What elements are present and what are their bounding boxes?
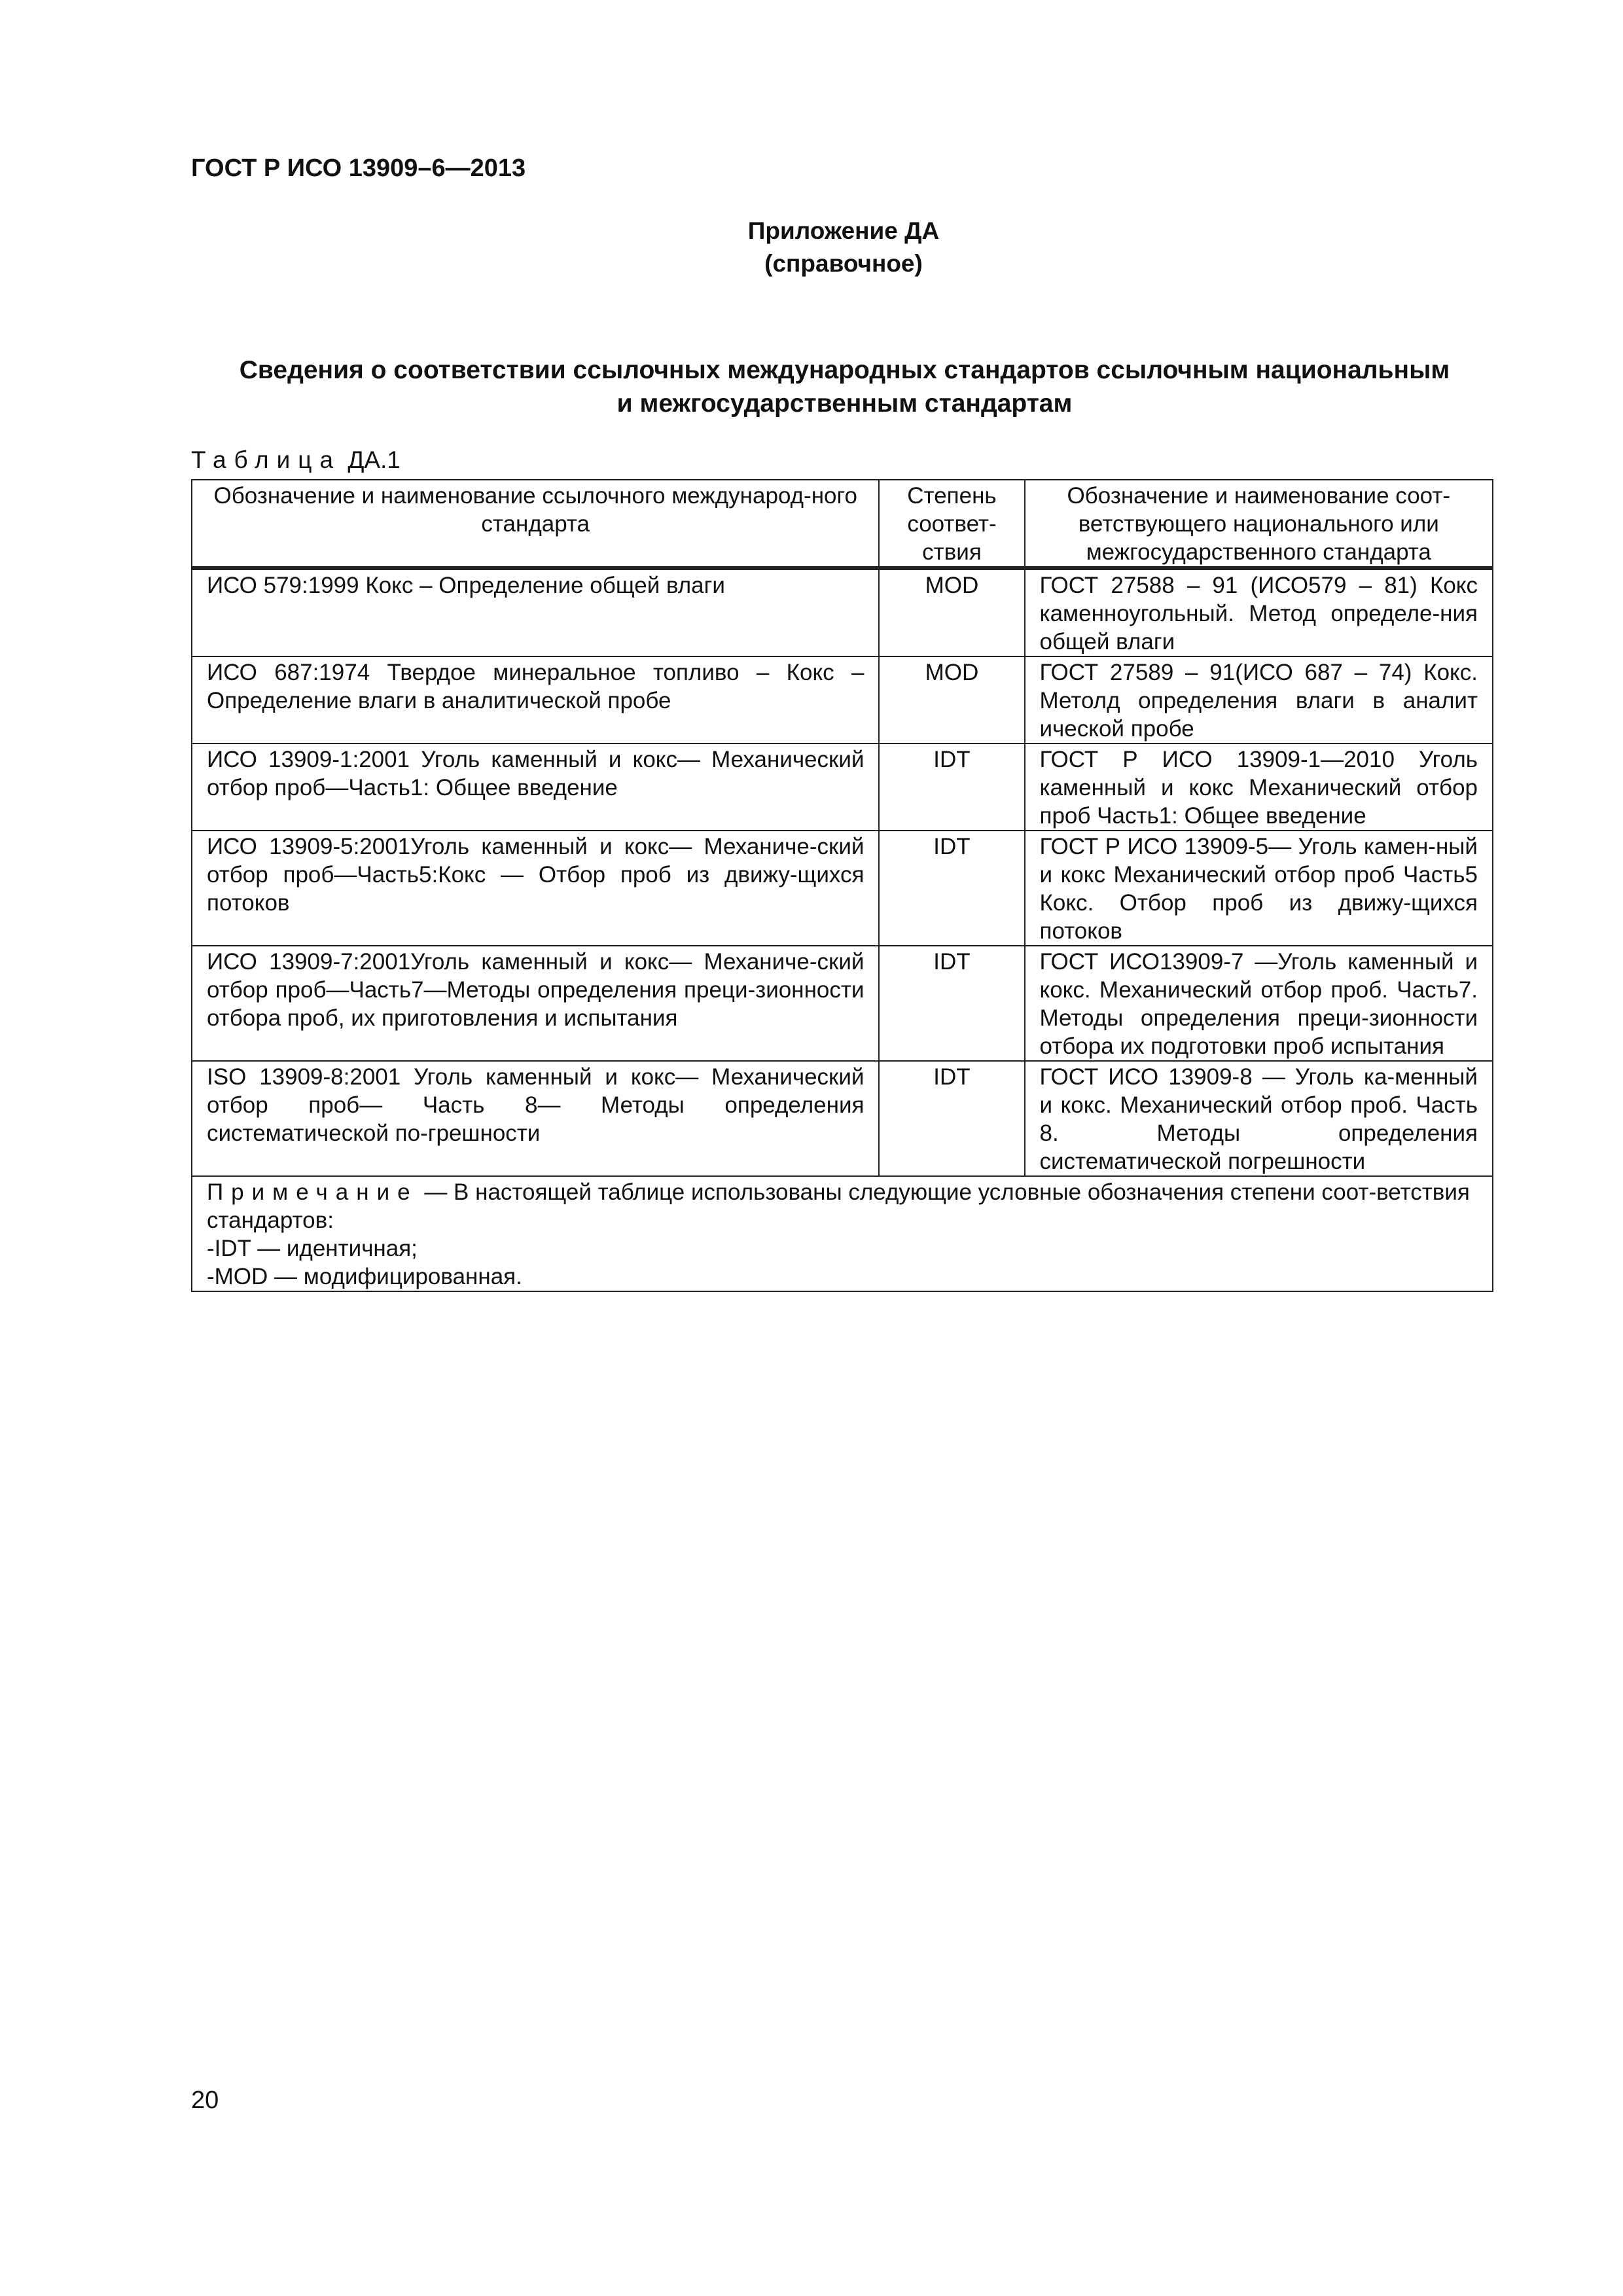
cell-degree: MOD	[879, 656, 1024, 744]
table-caption	[191, 446, 401, 474]
cell-international: ISO 13909-8:2001 Уголь каменный и кокс— Механический отбор проб— Часть 8— Методы определения систематической по-грешности	[192, 1061, 879, 1176]
cell-international: ИСО 579:1999 Кокс – Определение общей влаги	[192, 568, 879, 656]
cell-national: ГОСТ Р ИСО 13909-5— Уголь камен-ный и кокс Механический отбор проб Часть5 Кокс. Отбор проб из движу-щихся потоков	[1025, 831, 1493, 946]
cell-international: ИСО 13909-1:2001 Уголь каменный и кокс— Механический отбор проб—Часть1: Общее введение	[192, 744, 879, 831]
header-degree: Степень соответ-ствия	[879, 480, 1024, 568]
section-heading	[191, 353, 1498, 420]
table-row	[192, 1061, 1493, 1176]
table-header-row	[192, 480, 1493, 568]
cell-international: ИСО 687:1974 Твердое минеральное топливо – Кокс – Определение влаги в аналитической пробе	[192, 656, 879, 744]
note-item-idt: -IDT — идентичная;	[207, 1236, 418, 1261]
reference-table	[191, 479, 1493, 1292]
heading-line-2: и межгосударственным стандартам	[616, 389, 1073, 418]
appendix-block	[0, 215, 1623, 280]
table-note	[192, 1176, 1493, 1291]
cell-degree: IDT	[879, 1061, 1024, 1176]
note-item-mod: -MOD — модифицированная.	[207, 1264, 522, 1289]
cell-degree: MOD	[879, 568, 1024, 656]
cell-degree: IDT	[879, 831, 1024, 946]
table-row	[192, 946, 1493, 1061]
cell-international: ИСО 13909-7:2001Уголь каменный и кокс— Механиче-ский отбор проб—Часть7—Методы определения преци-зионности отбора проб, их приготовления и испытания	[192, 946, 879, 1061]
table-note-row	[192, 1176, 1493, 1291]
cell-national: ГОСТ 27588 – 91 (ИСО579 – 81) Кокс каменноугольный. Метод определе-ния общей влаги	[1025, 568, 1493, 656]
cell-degree: IDT	[879, 744, 1024, 831]
table-row	[192, 831, 1493, 946]
note-label: Примечание	[207, 1179, 418, 1205]
cell-national: ГОСТ ИСО 13909-8 — Уголь ка-менный и кокс. Механический отбор проб. Часть 8. Методы определения систематической погрешности	[1025, 1061, 1493, 1176]
table-caption-number: ДА.1	[341, 446, 401, 473]
cell-national: ГОСТ 27589 – 91(ИСО 687 – 74) Кокс. Метолд определения влаги в аналит ической пробе	[1025, 656, 1493, 744]
cell-national: ГОСТ Р ИСО 13909-1—2010 Уголь каменный и кокс Механический отбор проб Часть1: Общее введение	[1025, 744, 1493, 831]
header-international-standard: Обозначение и наименование ссылочного международ-ного стандарта	[192, 480, 879, 568]
cell-national: ГОСТ ИСО13909-7 —Уголь каменный и кокс. Механический отбор проб. Часть7. Методы определения преци-зионности отбора их подготовки проб испытания	[1025, 946, 1493, 1061]
table-row	[192, 568, 1493, 656]
page-number: 20	[191, 2087, 219, 2114]
cell-degree: IDT	[879, 946, 1024, 1061]
document-code: ГОСТ Р ИСО 13909–6—2013	[191, 154, 526, 182]
cell-international: ИСО 13909-5:2001Уголь каменный и кокс— Механиче-ский отбор проб—Часть5:Кокс — Отбор проб из движу-щихся потоков	[192, 831, 879, 946]
header-national-standard: Обозначение и наименование соот-ветствующего национального или межгосударственного стандарта	[1025, 480, 1493, 568]
table-row	[192, 656, 1493, 744]
note-text: — В настоящей таблице использованы следующие условные обозначения степени соот-ветствия стандартов:	[207, 1179, 1470, 1233]
heading-line-1: Сведения о соответствии ссылочных международных стандартов ссылочным национальным	[239, 356, 1450, 384]
appendix-title: Приложение ДА	[747, 217, 940, 244]
appendix-type: (справочное)	[764, 250, 923, 277]
table-caption-word: Таблица	[191, 446, 342, 473]
table-row	[192, 744, 1493, 831]
